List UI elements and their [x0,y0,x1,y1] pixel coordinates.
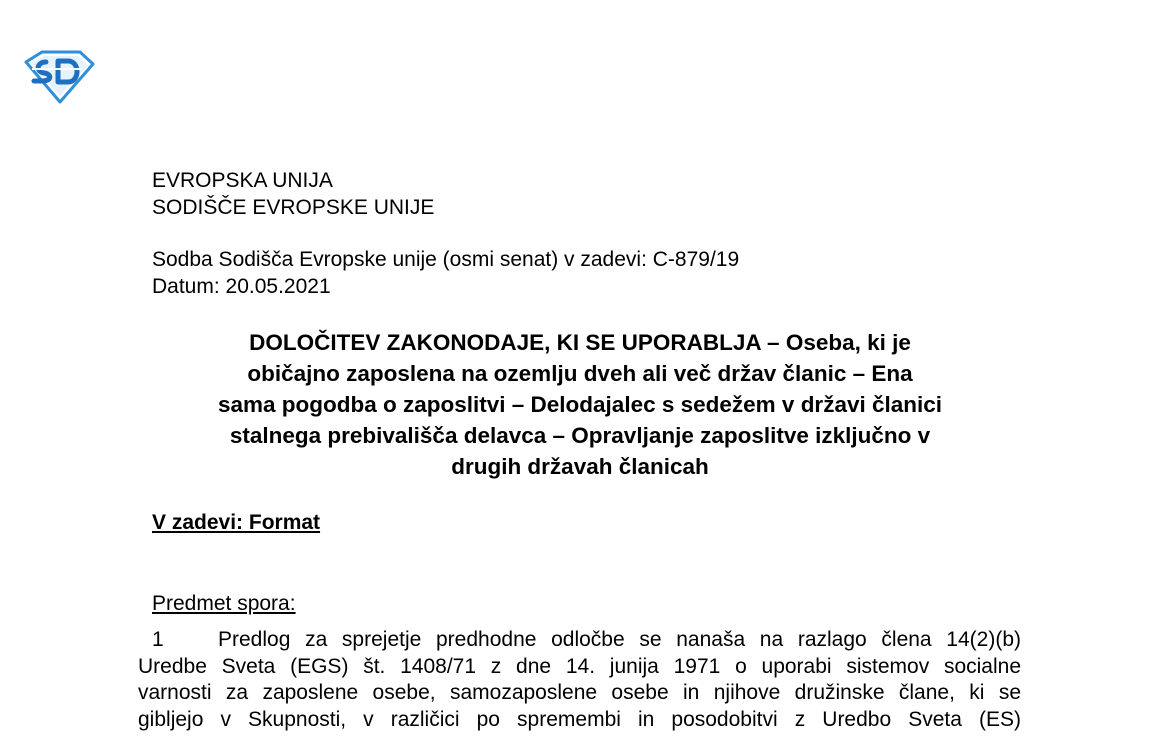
section-label-subject-matter: Predmet spora: [152,592,296,615]
paragraph-line: Uredbe Sveta (EGS) št. 1408/71 z dne 14. junija 1971 o uporabi sistemov socialne [138,654,1021,678]
headline-line: sama pogodba o zaposlitvi – Delodajalec s sedežem v državi članici [217,392,943,417]
headline-line: drugih državah članicah [451,454,709,479]
case-subject: V zadevi: Format [152,511,321,534]
paragraph-line: varnosti za zaposlene osebe, samozaposlene osebe in njihove družinske člane, ki se [138,681,1021,704]
court-logo-icon [22,48,96,104]
header-line-union: EVROPSKA UNIJA [152,169,333,192]
case-info [152,246,739,300]
judgment-headline [140,327,1020,482]
paragraph-1 [138,627,1021,733]
paragraph-number: 1 [152,628,164,651]
paragraph-line-text: Predlog za sprejetje predhodne odločbe se nanaša na razlago člena 14(2)(b) [218,628,1021,651]
case-title: Sodba Sodišča Evropske unije (osmi senat) v zadevi: C-879/19 [152,248,740,271]
paragraph-line: gibljejo v Skupnosti, v različici po spremembi in posodobitvi z Uredbo Sveta (ES) [138,707,1021,731]
headline-line: DOLOČITEV ZAKONODAJE, KI SE UPORABLJA – Oseba, ki je [249,330,911,355]
headline-line: običajno zaposlena na ozemlju dveh ali več držav članic – Ena [247,361,913,386]
issuer-header [152,167,434,221]
case-date: Datum: 20.05.2021 [152,275,331,298]
paragraph-line [138,627,1021,654]
header-line-court: SODIŠČE EVROPSKE UNIJE [152,196,435,219]
headline-line: stalnega prebivališča delavca – Opravljanje zaposlitve izključno v [229,423,931,448]
